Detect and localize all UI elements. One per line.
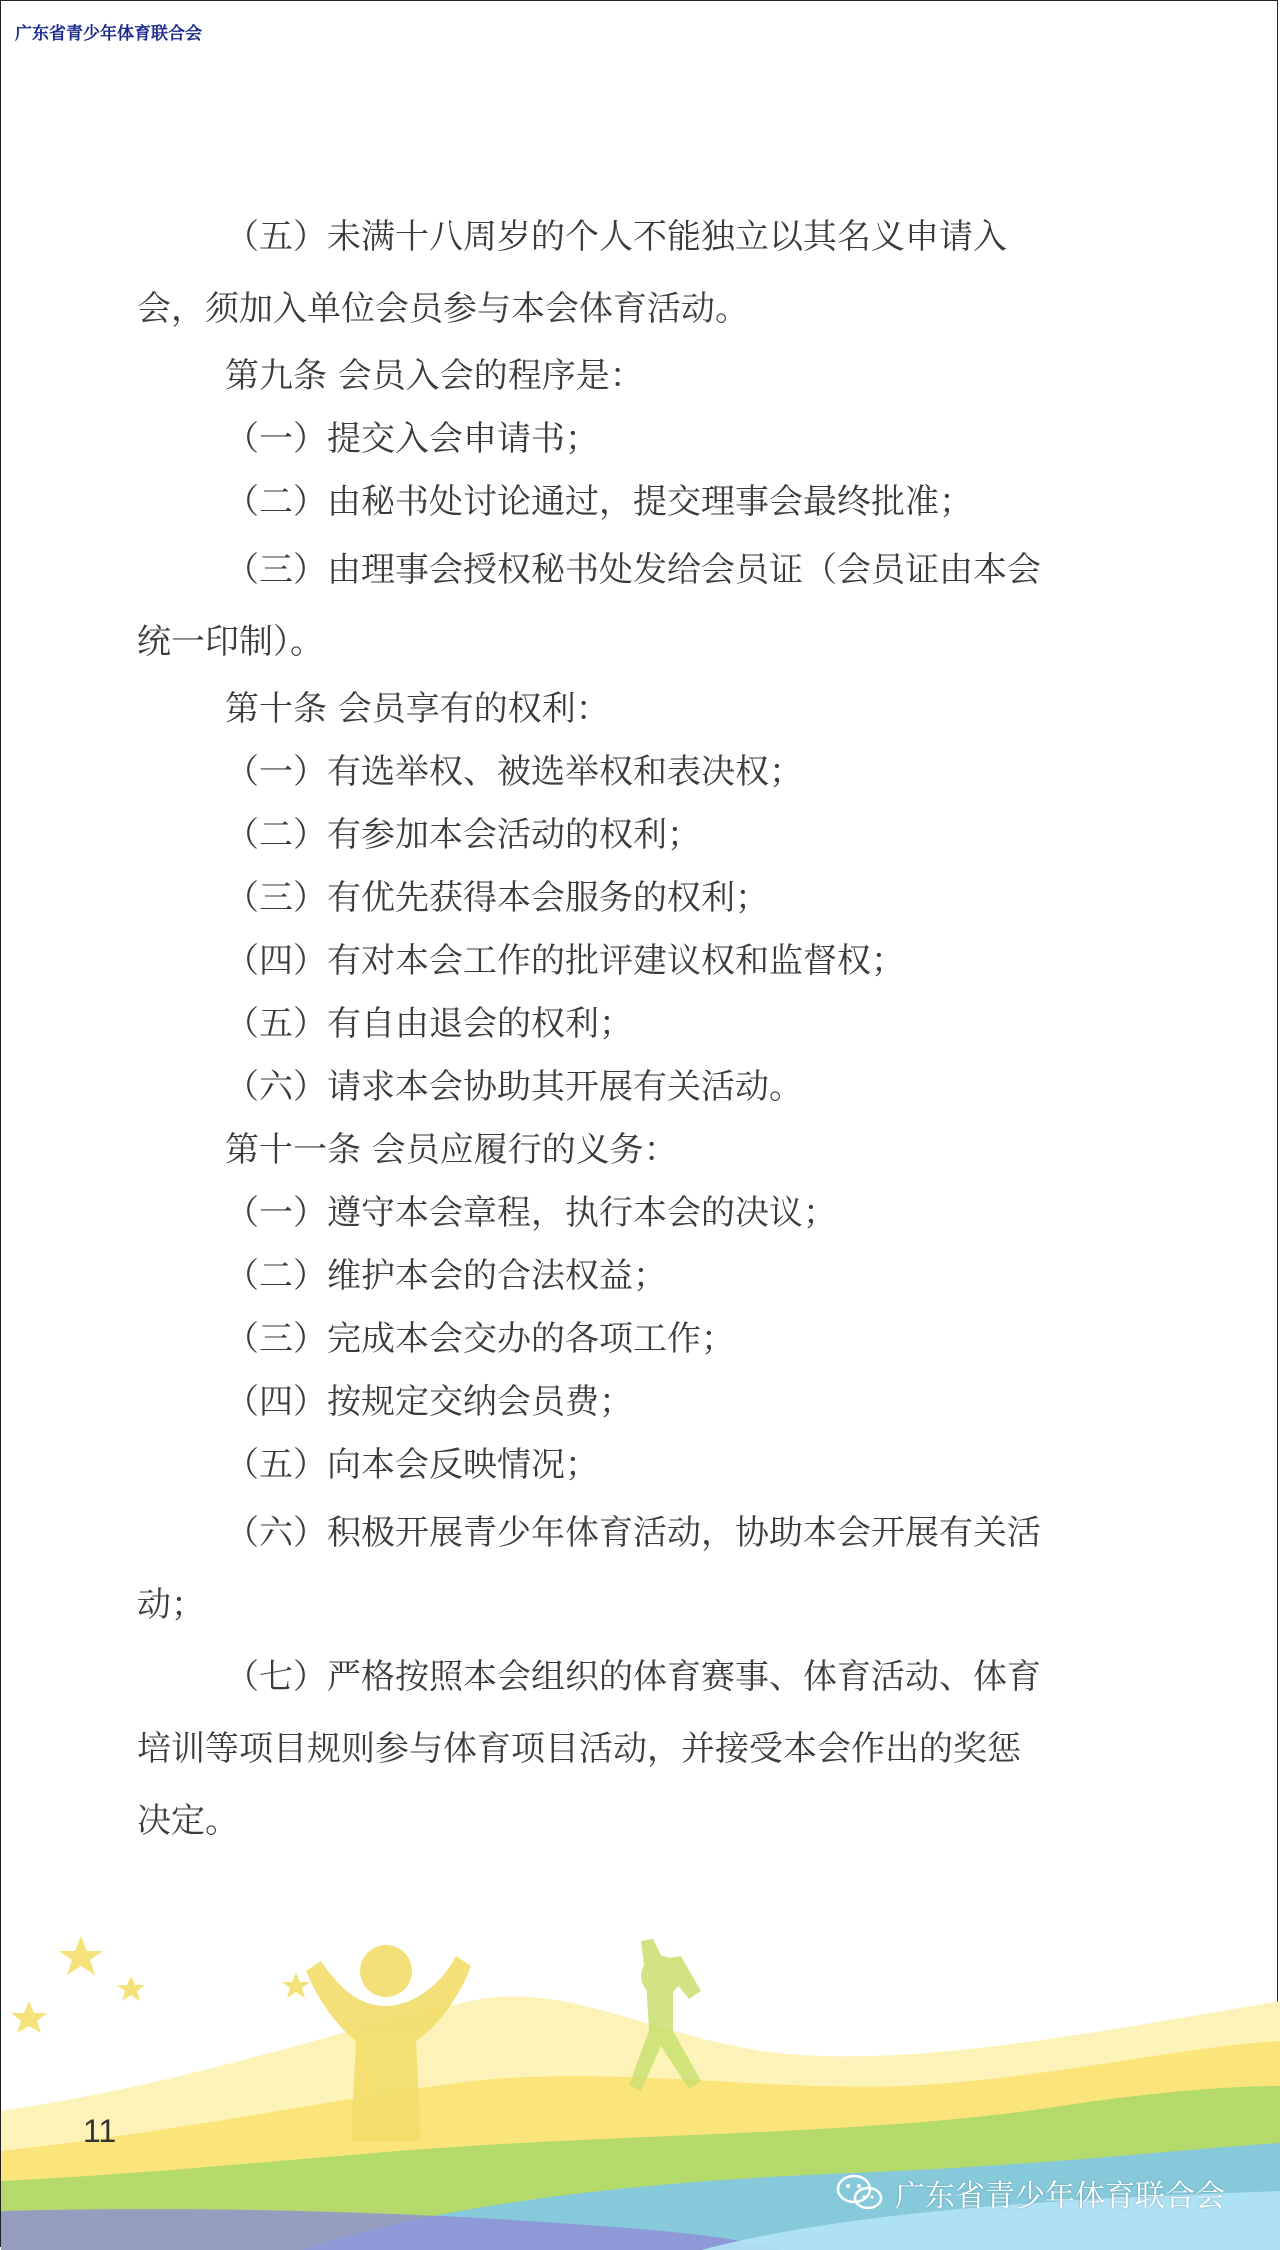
text-line: （三）有优先获得本会服务的权利； bbox=[225, 878, 769, 918]
page-number: 11 bbox=[83, 2113, 117, 2149]
star-icon bbox=[282, 1973, 310, 1998]
star-icon bbox=[11, 2001, 47, 2033]
text-line: （四）按规定交纳会员费； bbox=[225, 1382, 633, 1422]
text-line: （七）严格按照本会组织的体育赛事、体育活动、体育 bbox=[225, 1657, 1041, 1697]
watermark-text: 广东省青少年体育联合会 bbox=[895, 2179, 1225, 2214]
text-line: （三）完成本会交办的各项工作； bbox=[225, 1319, 735, 1359]
text-line: （二）有参加本会活动的权利； bbox=[225, 815, 701, 855]
text-line: （二）由秘书处讨论通过，提交理事会最终批准； bbox=[225, 482, 973, 522]
text-line: （五）向本会反映情况； bbox=[225, 1445, 599, 1485]
article-heading: 第十一条 会员应履行的义务： bbox=[225, 1130, 678, 1170]
header-title: 广东省青少年体育联合会 bbox=[15, 24, 202, 44]
text-line: （五）未满十八周岁的个人不能独立以其名义申请入 bbox=[225, 217, 1007, 257]
text-line: 统一印制）。 bbox=[137, 622, 324, 662]
star-icon bbox=[59, 1936, 103, 1975]
text-line: （四）有对本会工作的批评建议权和监督权； bbox=[225, 941, 905, 981]
article-heading: 第十条 会员享有的权利： bbox=[225, 689, 610, 729]
watermark bbox=[835, 2171, 1225, 2215]
text-line: 动； bbox=[137, 1585, 205, 1625]
star-icon bbox=[117, 1976, 145, 2001]
text-line: （六）积极开展青少年体育活动，协助本会开展有关活 bbox=[225, 1513, 1041, 1553]
text-line: （六）请求本会协助其开展有关活动。 bbox=[225, 1067, 803, 1107]
text-line: （一）有选举权、被选举权和表决权； bbox=[225, 752, 803, 792]
document-body bbox=[137, 201, 1187, 1857]
wechat-icon bbox=[835, 2173, 885, 2213]
text-line: 决定。 bbox=[137, 1801, 239, 1841]
text-line: （二）维护本会的合法权益； bbox=[225, 1256, 667, 1296]
text-line: 会，须加入单位会员参与本会体育活动。 bbox=[137, 289, 749, 329]
text-line: 培训等项目规则参与体育项目活动，并接受本会作出的奖惩 bbox=[137, 1729, 1021, 1769]
text-line: （三）由理事会授权秘书处发给会员证（会员证由本会 bbox=[225, 550, 1041, 590]
text-line: （一）提交入会申请书； bbox=[225, 419, 599, 459]
article-heading: 第九条 会员入会的程序是： bbox=[225, 356, 644, 396]
text-line: （一）遵守本会章程，执行本会的决议； bbox=[225, 1193, 837, 1233]
text-line: （五）有自由退会的权利； bbox=[225, 1004, 633, 1044]
